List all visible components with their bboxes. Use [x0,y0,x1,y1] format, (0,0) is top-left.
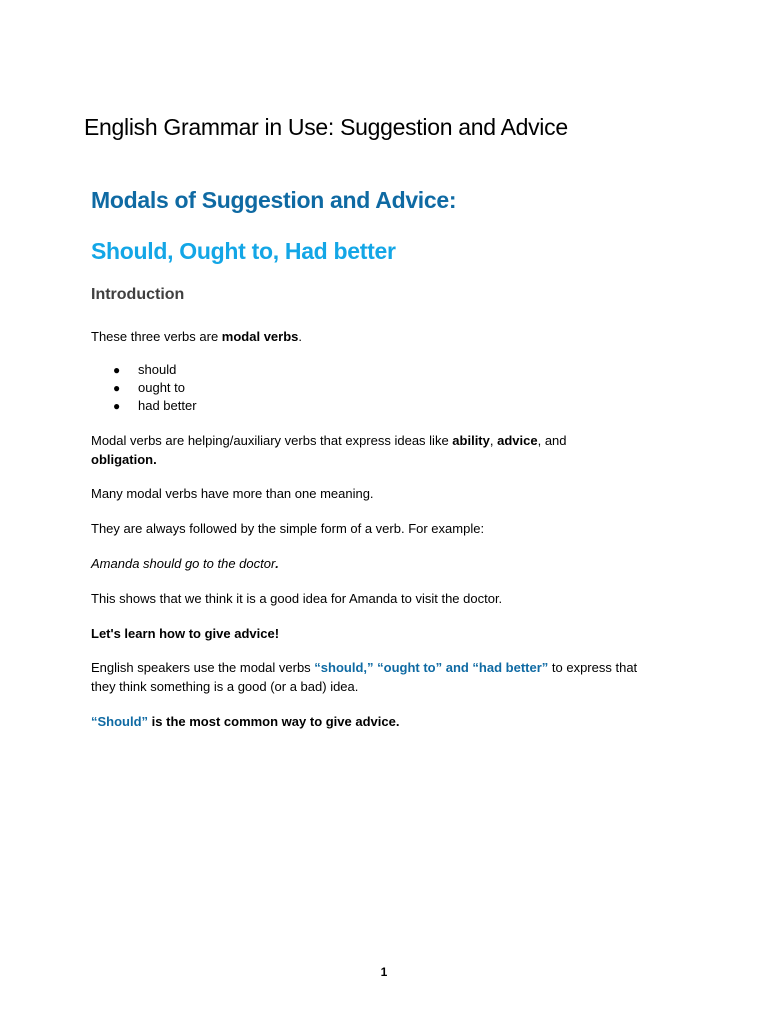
bullet-icon: ● [113,399,121,413]
shows-paragraph: This shows that we think it is a good idea for Amanda to visit the doctor. [91,591,503,606]
modal-sep: , and [537,433,567,448]
speakers-text: to express that [548,660,638,675]
list-item-label: should [138,362,177,377]
followed-paragraph: They are always followed by the simple form of a verb. For example: [91,521,485,536]
modal-period: . [153,452,157,467]
speakers-paragraph [91,658,637,696]
intro-bold-modal-verbs: modal verbs [221,329,299,344]
common-way-paragraph [91,712,399,731]
intro-paragraph [91,327,302,346]
modal-sep: , [489,433,498,448]
example-period: . [275,556,279,571]
intro-period: . [298,329,303,344]
bold-obligation: obligation [91,452,154,467]
should-highlight: “Should” [91,714,149,729]
heading-modals: Modals of Suggestion and Advice: [91,187,457,213]
example-italic: Amanda should go to the doctor [91,556,276,571]
intro-text: These three verbs are [91,329,222,344]
example-sentence [91,554,279,573]
page-number: 1 [380,965,388,979]
meaning-paragraph: Many modal verbs have more than one meaning. [91,486,374,501]
bullet-icon: ● [113,381,121,395]
modal-verbs-highlight: “should,” “ought to” and “had better” [314,660,549,675]
document-title: English Grammar in Use: Suggestion and Advice [84,114,568,140]
common-way-text: is the most common way to give advice. [148,714,400,729]
modal-text: Modal verbs are helping/auxiliary verbs that express ideas like [91,433,453,448]
list-item [91,379,197,397]
bold-advice: advice [497,433,538,448]
bullet-icon: ● [113,363,121,377]
modal-verbs-paragraph [91,431,567,469]
heading-should-ought-had-better: Should, Ought to, Had better [91,238,396,264]
speakers-text-line2: they think something is a good (or a bad) idea. [91,679,359,694]
list-item-label: ought to [138,380,185,395]
list-item [91,361,197,379]
list-item [91,397,197,415]
modal-verbs-list [91,361,197,415]
bold-ability: ability [452,433,490,448]
speakers-text: English speakers use the modal verbs [91,660,315,675]
list-item-label: had better [138,398,197,413]
heading-introduction: Introduction [91,286,185,303]
learn-advice-heading: Let's learn how to give advice! [91,626,280,641]
